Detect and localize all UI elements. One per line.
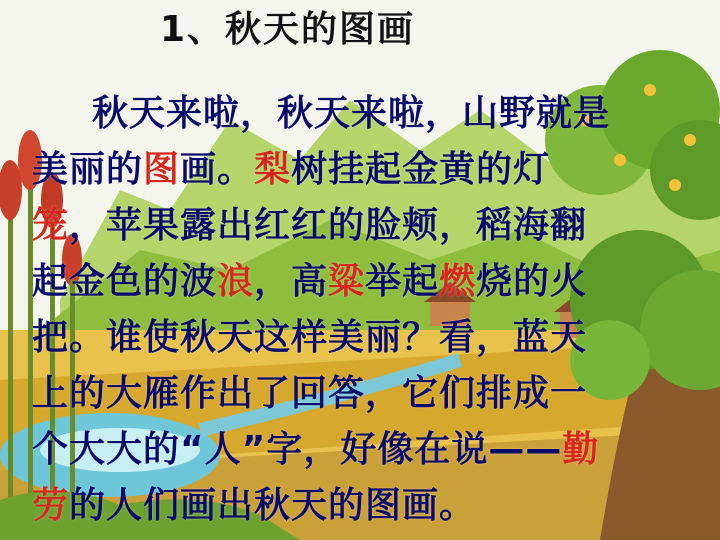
slide-title: 1、秋天的图画 [160,9,416,50]
text-line [32,366,700,422]
highlight-char: 劳 [32,485,70,526]
text-line [32,310,700,366]
text-segment: 起金色的波 [32,261,218,302]
text-line [32,142,700,198]
text-segment: 秋天来啦，秋天来啦，山野就是 [92,93,611,134]
text-segment: 树挂起金黄的灯 [291,149,551,190]
text-segment: 把。谁使秋天这样美丽？看，蓝天 [32,317,588,358]
text-segment: ，高 [254,261,329,302]
text-segment: 的人们画出秋天的图画。 [69,485,477,526]
highlight-char: 浪 [217,261,255,302]
text-line [32,86,700,142]
text-segment: ，苹果露出红红的脸颊，稻海翻 [69,205,588,246]
highlight-char: 燃 [439,261,477,302]
text-line [32,198,700,254]
text-segment: 上的大雁作出了回答，它们排成一 [32,373,588,414]
highlight-char: 勤 [562,429,600,470]
highlight-char: 粱 [328,261,366,302]
highlight-char: 梨 [254,149,292,190]
paragraph-body [32,86,700,534]
highlight-char: 笼 [32,205,70,246]
text-segment: 举起 [365,261,440,302]
highlight-char: 图 [143,149,181,190]
text-segment: 画。 [180,149,255,190]
text-segment: 个大大的“人”字，好像在说—— [32,429,563,470]
text-line [32,254,700,310]
text-segment: 烧的火 [476,261,588,302]
text-line [32,422,700,478]
text-segment: 美丽的 [32,149,144,190]
text-line [32,478,700,534]
